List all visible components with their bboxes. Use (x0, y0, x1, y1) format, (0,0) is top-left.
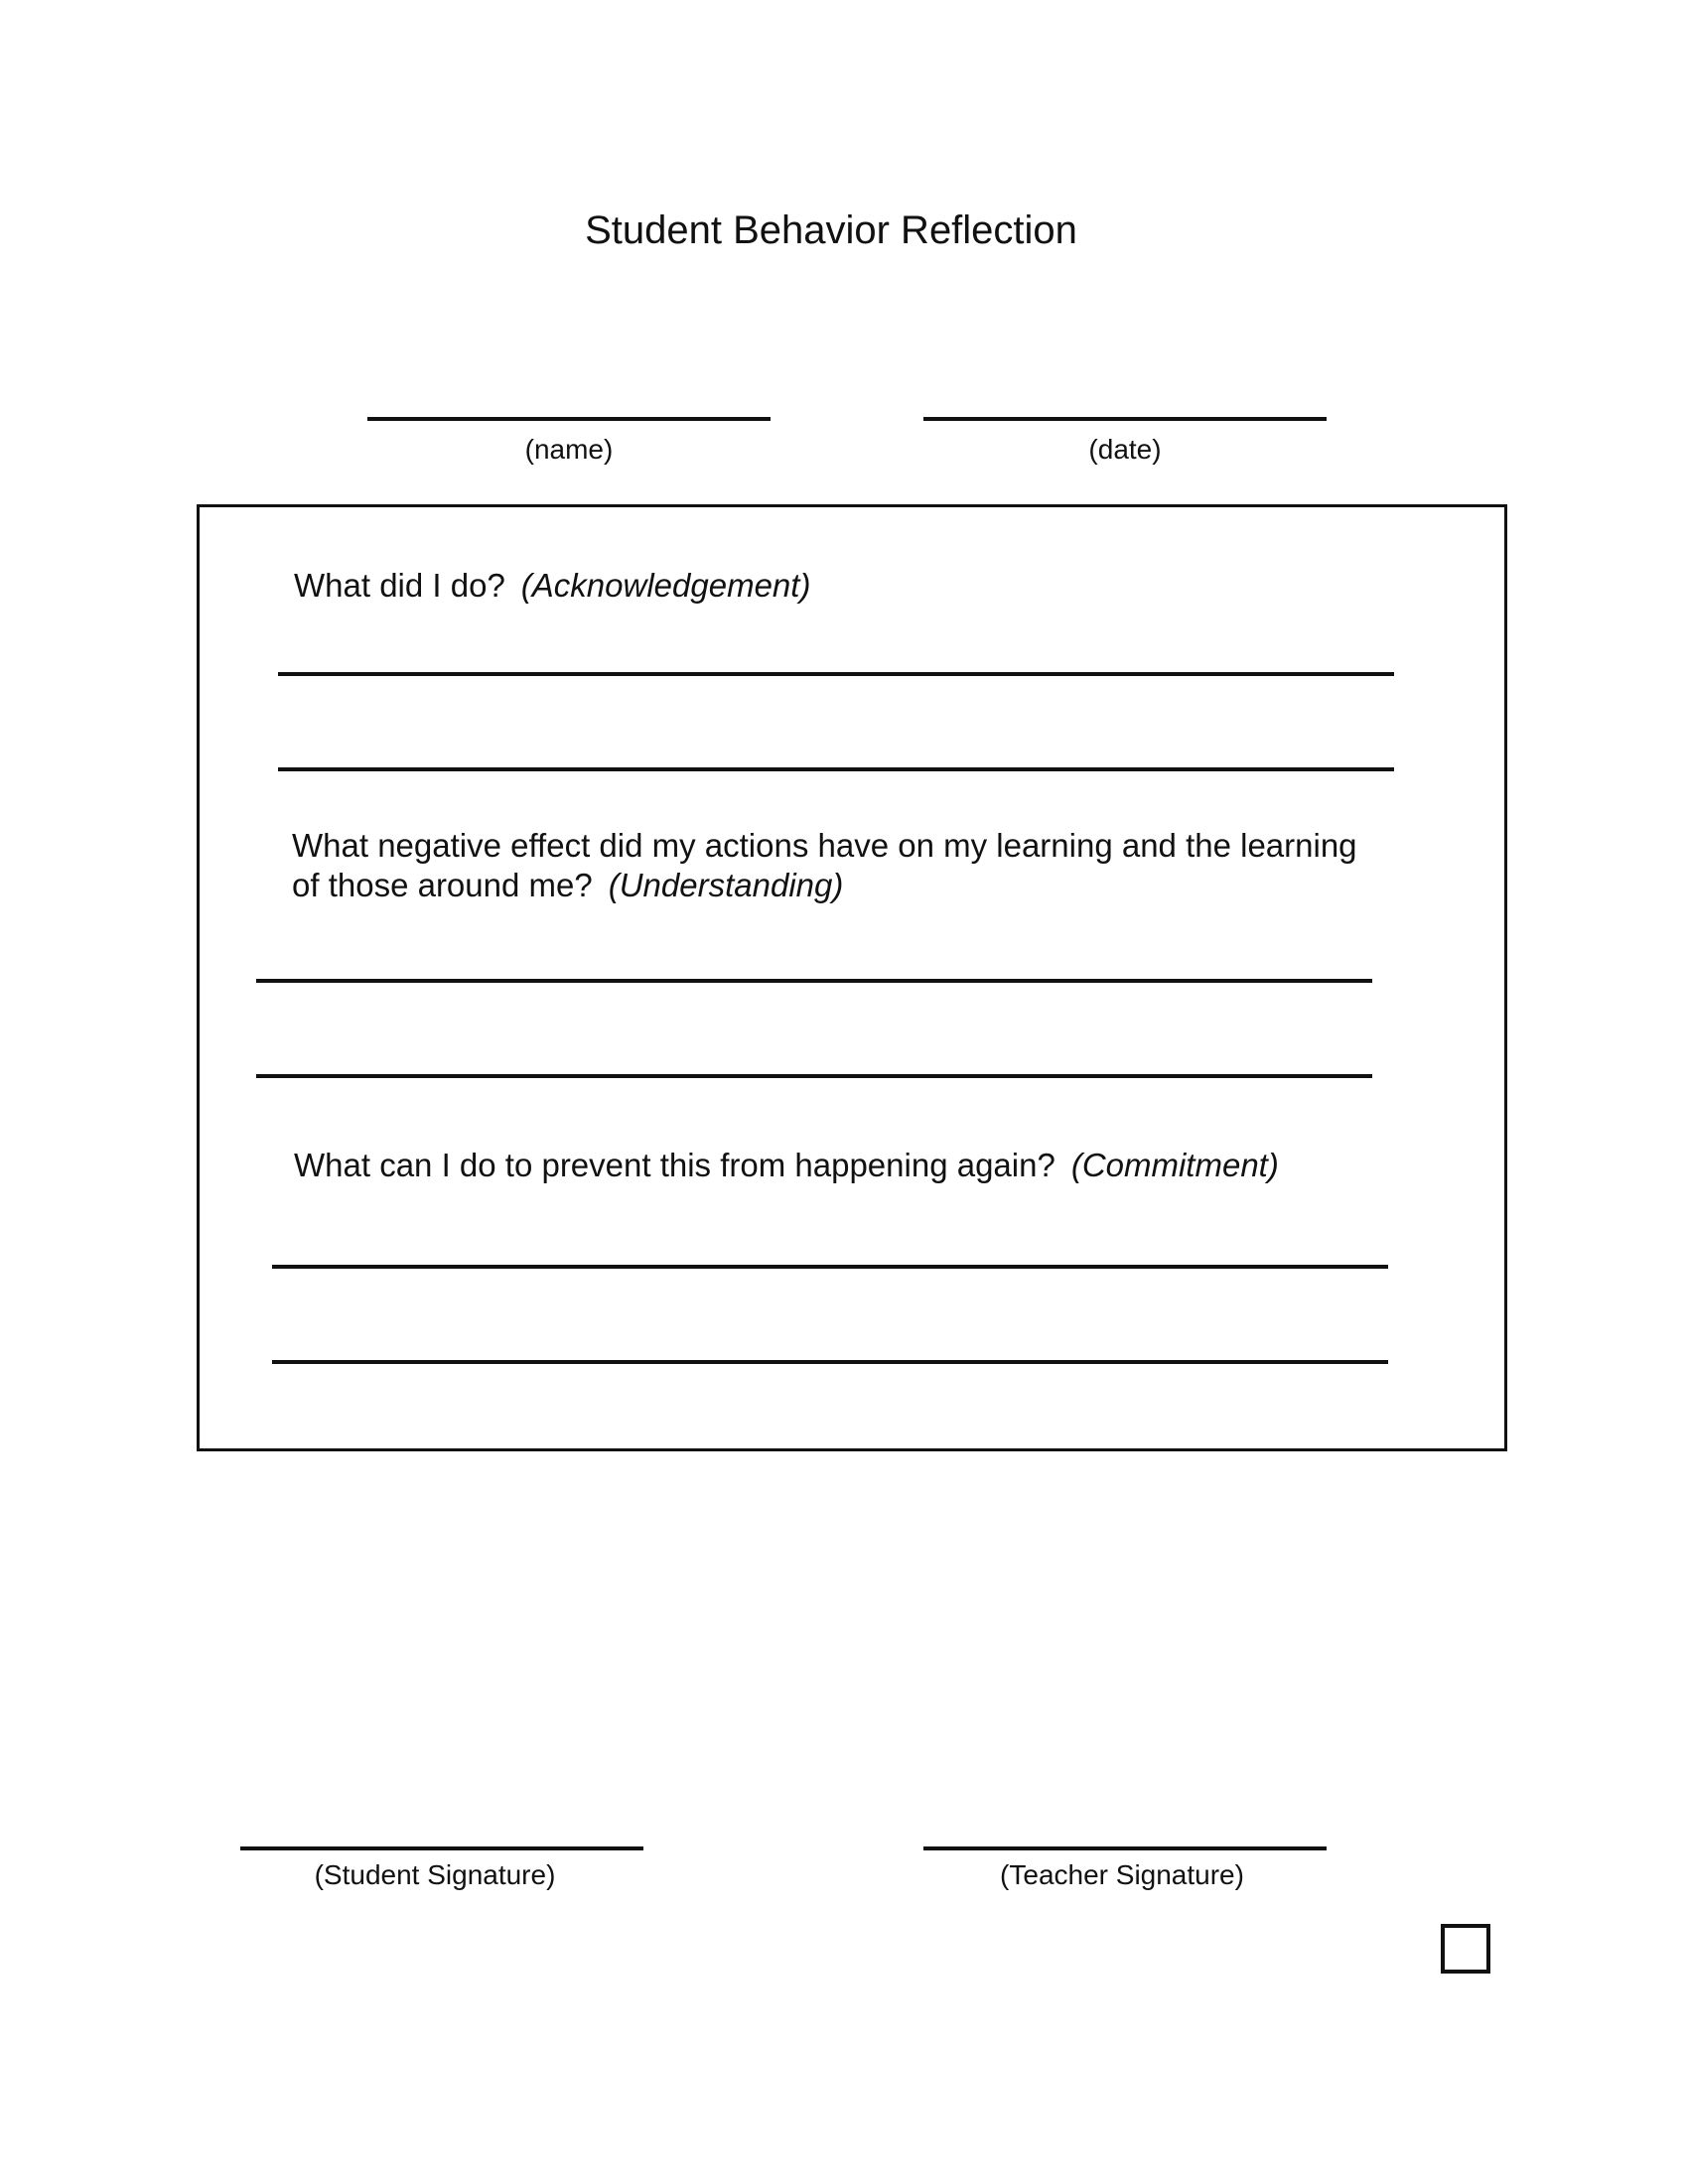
question-prompt: What can I do to prevent this from happening again? (294, 1147, 1055, 1183)
question-prompt-line2: of those around me? (292, 867, 593, 903)
date-line[interactable] (923, 417, 1327, 421)
question-understanding (292, 826, 1357, 905)
question-hint: (Acknowledgement) (520, 567, 811, 604)
question-hint: (Understanding) (608, 867, 844, 903)
answer-line-2[interactable] (278, 767, 1394, 771)
question-acknowledgement (294, 566, 810, 606)
name-line[interactable] (367, 417, 771, 421)
date-label: (date) (1088, 434, 1162, 465)
page-title: Student Behavior Reflection (585, 208, 1077, 252)
teacher-signature-label: (Teacher Signature) (1000, 1859, 1244, 1890)
student-signature-line[interactable] (240, 1846, 643, 1850)
checkbox[interactable] (1441, 1924, 1490, 1974)
student-signature-label: (Student Signature) (314, 1859, 556, 1890)
question-commitment (294, 1146, 1279, 1185)
question-prompt: What did I do? (294, 567, 505, 604)
answer-line-5[interactable] (272, 1265, 1388, 1269)
teacher-signature-line[interactable] (923, 1846, 1327, 1850)
answer-line-6[interactable] (272, 1360, 1388, 1364)
question-prompt-line1: What negative effect did my actions have on my learning and the learning (292, 827, 1357, 864)
name-label: (name) (524, 434, 614, 465)
answer-line-1[interactable] (278, 672, 1394, 676)
answer-line-3[interactable] (256, 979, 1372, 983)
question-hint: (Commitment) (1070, 1147, 1279, 1183)
reflection-box (197, 504, 1507, 1451)
answer-line-4[interactable] (256, 1074, 1372, 1078)
